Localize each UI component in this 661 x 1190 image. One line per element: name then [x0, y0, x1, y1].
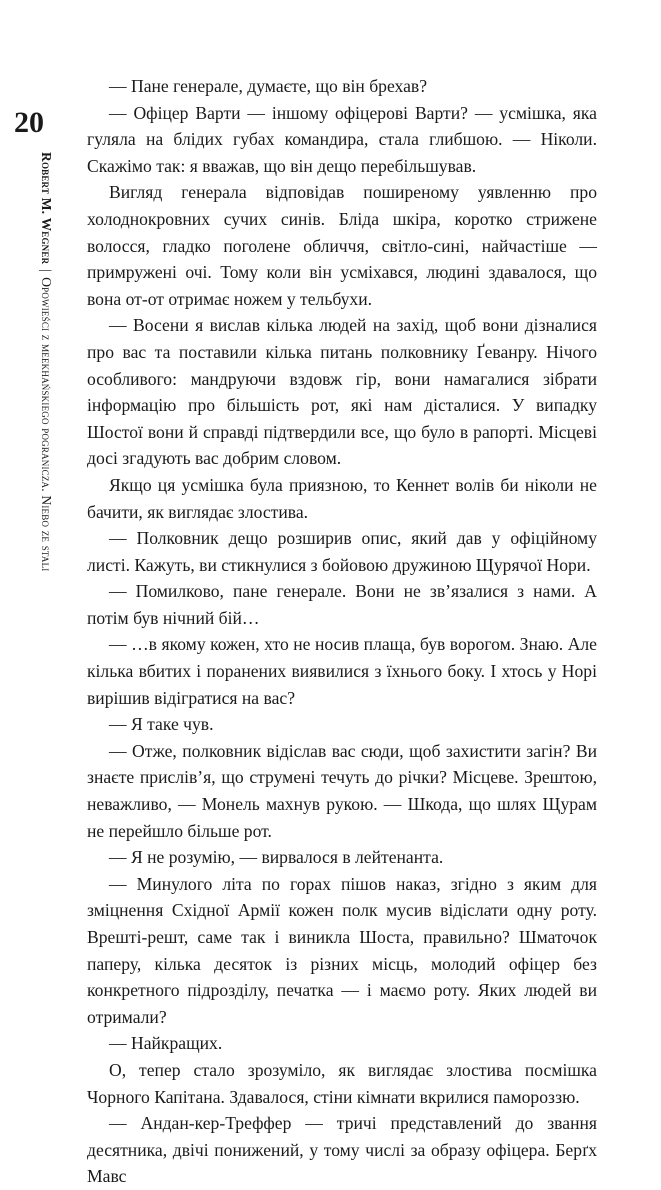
paragraph: — Пане генерале, думаєте, що він брехав? — [109, 76, 428, 96]
paragraph: О, тепер стало зрозуміло, як виглядає злостива посмішка Чорного Капітана. Здавалося, стіни кімнати вкрилися памороззю. — [87, 1059, 597, 1107]
paragraph: — Я таке чув. — [109, 714, 214, 735]
header-author: Robert M. Wegner — [39, 152, 54, 265]
paragraph: — Помилково, пане генерале. Вони не зв’язалися з нами. А потім був нічний бій… — [87, 581, 597, 628]
paragraph: — Офіцер Варти — іншому офіцерові Варти? — усмішка, яка гуляла на блідих губах командира, стала глибшою. — Ніколи. Скажімо так: я вважав, що він дещо перебільшував. — [87, 102, 597, 176]
paragraph: — Найкращих. — [109, 1033, 223, 1054]
paragraph: Якщо ця усмішка була приязною, то Кеннет волів би ніколи не бачити, як виглядає злостива. — [87, 474, 597, 522]
paragraph: — …в якому кожен, хто не носив плаща, був ворогом. Знаю. Але кілька вбитих і поранених виявилися з їхнього боку. І хтось у Норі вирішив відігратися на вас? — [87, 634, 597, 708]
header-separator: | — [39, 269, 54, 273]
paragraph: — Полковник дещо розширив опис, який дав у офіційному листі. Кажуть, ви стикнулися з бойовою дружиною Щурячої Нори. — [87, 528, 597, 575]
body-text — [87, 73, 597, 1190]
running-header — [34, 152, 58, 571]
paragraph: Вигляд генерала відповідав поширеному уявленню про холоднокровних сучих синів. Бліда шкіра, коротко стрижене волосся, гладко поголене обличчя, світло-сині, найчастіше — примружені очі. Тому коли він усміхався, людині здавалося, що вона от-от отримає ножем у тельбухи. — [87, 182, 597, 309]
paragraph: — Отже, полковник відіслав вас сюди, щоб захистити загін? Ви знаєте прислів’я, що струмені течуть до річки? Місцеве. Зрештою, неважливо, — Монель махнув рукою. — Шкода, що шлях Щурам не перейшло більше рот. — [87, 740, 597, 841]
header-book-title: Opowieści z meekhańskiego pogranicza. Niebo ze stali — [39, 277, 54, 572]
page-number: 20 — [14, 106, 44, 139]
paragraph: — Я не розумію, — вирвалося в лейтенанта. — [109, 847, 444, 868]
paragraph: — Восени я вислав кілька людей на захід, щоб вони дізналися про вас та поставили кілька питань полковнику Ґеванру. Нічого особливого: мандруючи вздовж гір, вони намагалися зібрати інформацію про більшість рот, які нам дісталися. У випадку Шостої вони й справді підтвердили все, що було в рапорті. Місцеві досі згадують вас добрим словом. — [87, 315, 597, 469]
paragraph: — Минулого літа по горах пішов наказ, згідно з яким для змiцнення Східної Армії кожен полк мусив відіслати одну роту. Врешті-решт, саме так і виникла Шоста, правильно? Шматочок паперу, кілька десяток із різних місць, молодий офіцер без конкретного підрозділу, печатка — і маємо роту. Яких людей ви отримали? — [87, 873, 597, 1027]
paragraph: — Андан-кер-Треффер — тричі представлений до звання десятника, двічі понижений, у тому числі за образу офіцера. Берґх Мавс — [87, 1113, 597, 1187]
